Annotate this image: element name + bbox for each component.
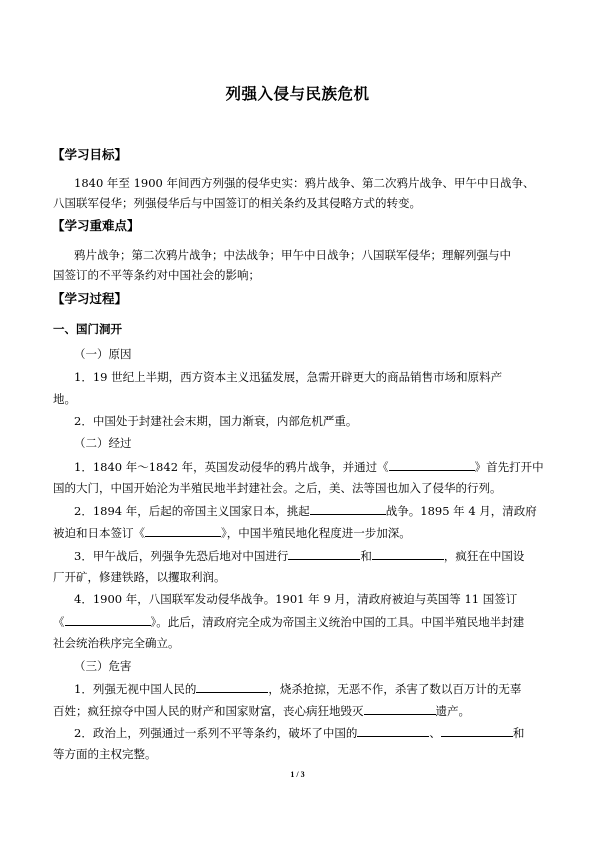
text-segment: 1．列强无视中国人民的 xyxy=(74,682,197,696)
course-heading: （二）经过 xyxy=(74,436,132,450)
cause-line-2: 2．中国处于封建社会末期，国力渐衰，内部危机严重。 xyxy=(74,414,358,428)
fill-blank[interactable] xyxy=(372,548,444,560)
cause-line-1a: 1．19 世纪上半期，西方资本主义迅猛发展，急需开辟更大的商品销售市场和原料产 xyxy=(74,370,503,384)
course-item-3-line-b: 厂开矿，修建铁路，以攫取利润。 xyxy=(53,570,226,584)
section-1-heading: 一、国门洞开 xyxy=(53,322,122,336)
text-segment: 3．甲午战后，列强争先恐后地对中国进行 xyxy=(74,549,289,563)
fill-blank[interactable] xyxy=(357,725,429,737)
text-segment: 、 xyxy=(429,726,441,740)
fill-blank[interactable] xyxy=(364,703,436,715)
text-segment: 2．1894 年，后起的帝国主义国家日本，挑起 xyxy=(74,504,310,518)
text-segment: ，疯狂在中国设 xyxy=(443,549,525,563)
text-segment: 》。此后，清政府完全成为帝国主义统治中国的工具。中国半殖民地半封建 xyxy=(150,615,525,629)
fill-blank[interactable] xyxy=(310,503,386,515)
course-item-4-line-a: 4．1900 年，八国联军发动侵华战争。1901 年 9 月，清政府被迫与英国等 11 国签订 xyxy=(74,592,518,606)
fill-blank[interactable] xyxy=(196,681,268,693)
text-segment: 遗产。 xyxy=(435,704,470,718)
text-segment: 百姓；疯狂掠夺中国人民的财产和国家财富，丧心病狂地毁灭 xyxy=(53,704,364,718)
goals-line-2: 八国联军侵华；列强侵华后与中国签订的相关条约及其侵略方式的转变。 xyxy=(53,196,421,210)
cause-heading: （一）原因 xyxy=(74,347,132,361)
text-segment: ，烧杀抢掠，无恶不作，杀害了数以百万计的无辜 xyxy=(268,682,522,696)
harm-heading: （三）危害 xyxy=(74,659,132,673)
fill-blank[interactable] xyxy=(441,725,513,737)
text-segment: 1．1840 年～1842 年，英国发动侵华的鸦片战争，并通过《 xyxy=(74,460,389,474)
text-segment: 《 xyxy=(53,615,65,629)
course-item-2-line-a xyxy=(74,503,537,518)
text-segment: 2．政治上，列强通过一系列不平等条约，破坏了中国的 xyxy=(74,726,358,740)
fill-blank[interactable] xyxy=(389,459,475,471)
text-segment: 被迫和日本签订《 xyxy=(53,526,145,540)
keypoints-heading: 【学习重难点】 xyxy=(52,218,140,233)
text-segment: 和 xyxy=(512,726,525,740)
fill-blank[interactable] xyxy=(65,614,151,626)
goals-heading: 【学习目标】 xyxy=(52,147,128,162)
course-item-3-line-a xyxy=(74,548,524,563)
course-item-4-line-c: 社会统治秩序完全确立。 xyxy=(53,636,180,650)
page-title: 列强入侵与民族危机 xyxy=(225,85,370,103)
keypoints-line-1: 鸦片战争；第二次鸦片战争；中法战争；甲午中日战争；八国联军侵华；理解列强与中 xyxy=(74,248,511,262)
harm-item-2-line-b: 等方面的主权完整。 xyxy=(53,747,157,761)
harm-item-2-line-a xyxy=(74,725,524,740)
text-segment: 》首先打开中 xyxy=(474,460,544,474)
text-segment: 和 xyxy=(360,549,372,563)
keypoints-line-2: 国签订的不平等条约对中国社会的影响； xyxy=(53,268,260,282)
text-segment: 》，中国半殖民地化程度进一步加深。 xyxy=(221,526,411,540)
page-number: 1 / 3 xyxy=(290,770,305,779)
course-item-4-line-b xyxy=(53,614,524,629)
course-item-2-line-b xyxy=(53,525,411,540)
text-segment: 战争。1895 年 4 月，清政府 xyxy=(385,504,537,518)
process-heading: 【学习过程】 xyxy=(52,291,128,306)
course-item-1-line-a xyxy=(74,459,544,474)
harm-item-1-line-a xyxy=(74,681,521,696)
harm-item-1-line-b xyxy=(53,703,470,718)
fill-blank[interactable] xyxy=(145,525,221,537)
course-item-1-line-b: 国的大门，中国开始沦为半殖民地半封建社会。之后，美、法等国也加入了侵华的行列。 xyxy=(53,481,502,495)
cause-line-1b: 地。 xyxy=(53,392,76,406)
goals-line-1: 1840 年至 1900 年间西方列强的侵华史实：鸦片战争、第二次鸦片战争、甲午中日战争、 xyxy=(74,176,535,190)
fill-blank[interactable] xyxy=(288,548,360,560)
